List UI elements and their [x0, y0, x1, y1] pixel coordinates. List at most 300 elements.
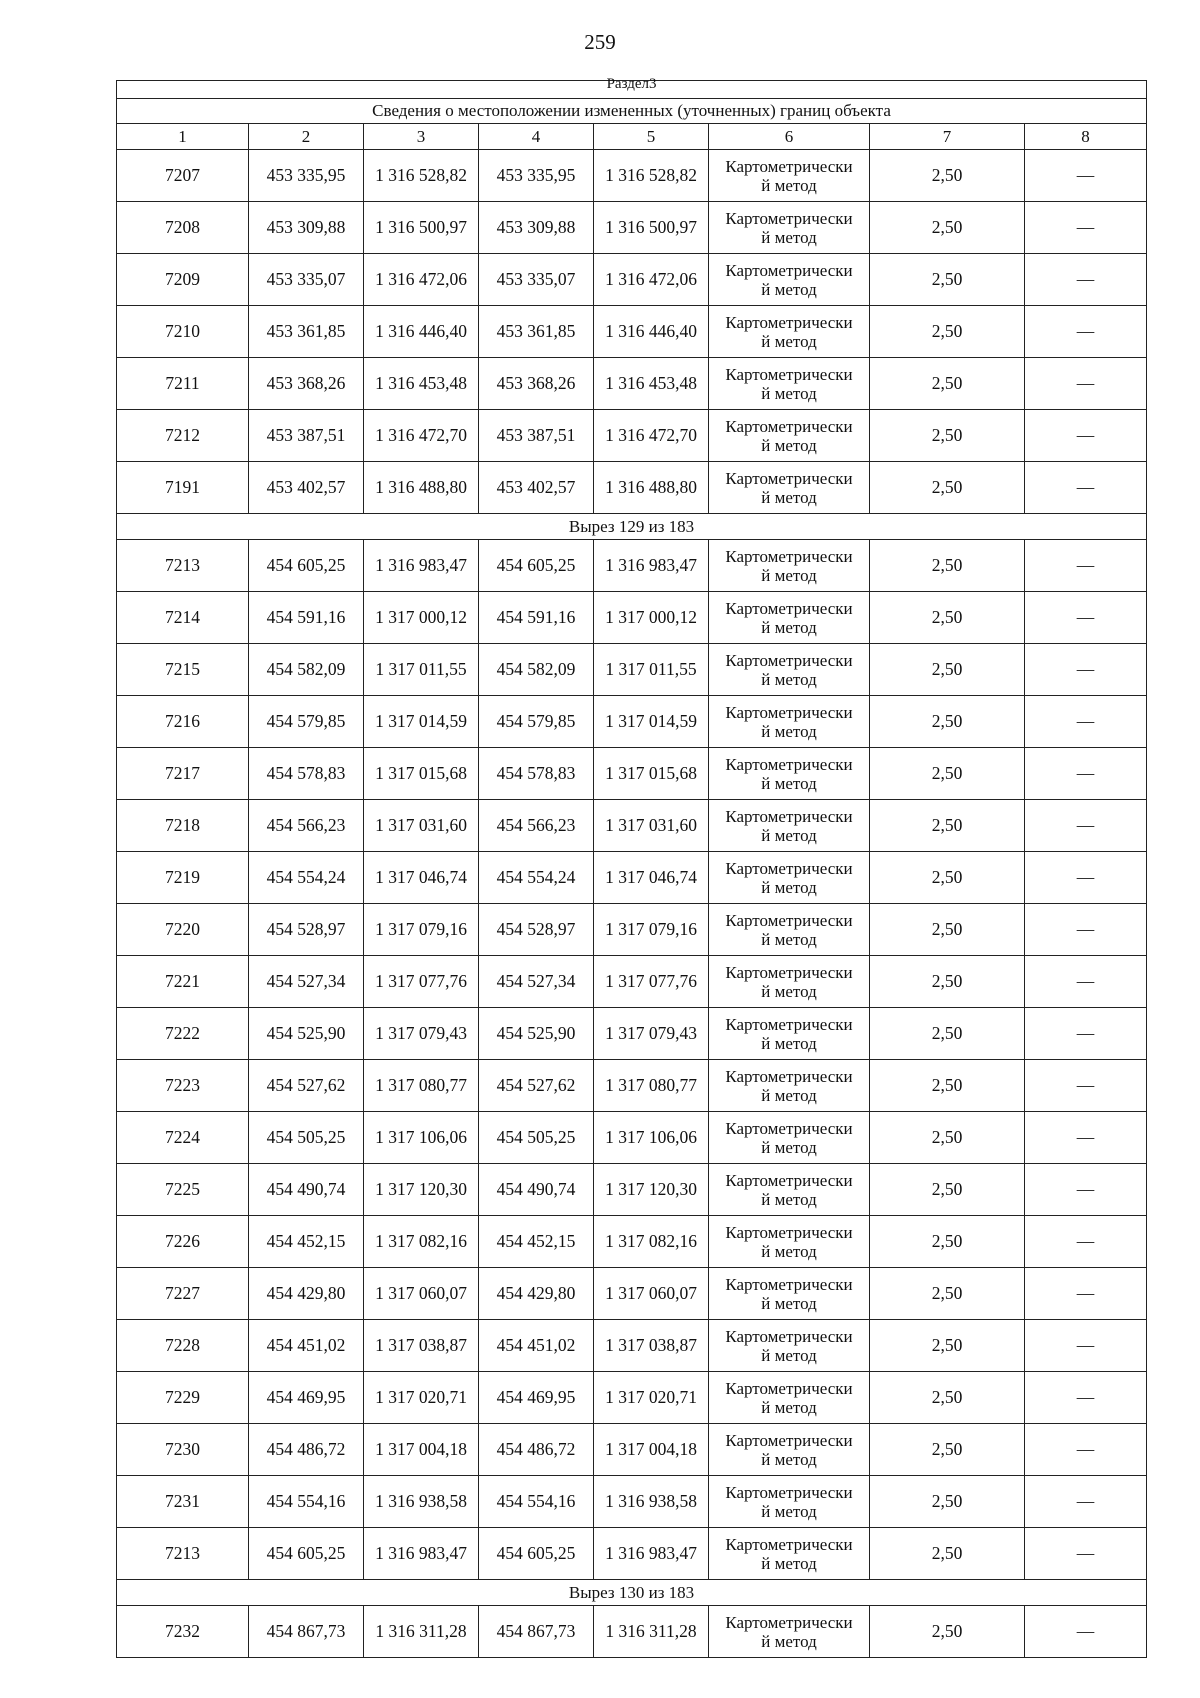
method-cell [709, 748, 870, 800]
point-number-cell: 7231 [117, 1476, 249, 1528]
table-row [117, 1424, 1147, 1476]
x-new-cell: 454 582,09 [479, 644, 594, 696]
x-existing-cell: 453 309,88 [249, 202, 364, 254]
description-cell: — [1025, 202, 1147, 254]
x-existing-cell: 453 402,57 [249, 462, 364, 514]
y-existing-cell: 1 317 060,07 [364, 1268, 479, 1320]
x-existing-cell: 454 451,02 [249, 1320, 364, 1372]
method-line: й метод [761, 670, 817, 689]
y-new-cell: 1 316 983,47 [594, 1528, 709, 1580]
table-row [117, 800, 1147, 852]
x-new-cell: 454 490,74 [479, 1164, 594, 1216]
table-row [117, 1060, 1147, 1112]
method-cell [709, 1112, 870, 1164]
method-line: й метод [761, 1086, 817, 1105]
method-line: Картометрически [725, 469, 853, 488]
table-row [117, 306, 1147, 358]
accuracy-cell: 2,50 [870, 904, 1025, 956]
table-row [117, 150, 1147, 202]
method-line: й метод [761, 384, 817, 403]
y-new-cell: 1 317 020,71 [594, 1372, 709, 1424]
x-existing-cell: 454 429,80 [249, 1268, 364, 1320]
table-row [117, 1372, 1147, 1424]
method-line: Картометрически [725, 1535, 853, 1554]
boundary-coordinates-table [116, 76, 1147, 1658]
y-existing-cell: 1 317 031,60 [364, 800, 479, 852]
table-row [117, 748, 1147, 800]
y-existing-cell: 1 317 080,77 [364, 1060, 479, 1112]
method-cell [709, 956, 870, 1008]
method-line: Картометрически [725, 1171, 853, 1190]
y-new-cell: 1 316 500,97 [594, 202, 709, 254]
accuracy-cell: 2,50 [870, 462, 1025, 514]
table-title: Сведения о местоположении измененных (уточненных) границ объекта [117, 99, 1147, 124]
accuracy-cell: 2,50 [870, 1112, 1025, 1164]
column-header: 1 [117, 124, 249, 150]
y-new-cell: 1 317 079,43 [594, 1008, 709, 1060]
table-row [117, 1320, 1147, 1372]
description-cell: — [1025, 1476, 1147, 1528]
y-new-cell: 1 317 015,68 [594, 748, 709, 800]
x-existing-cell: 453 368,26 [249, 358, 364, 410]
x-new-cell: 454 554,24 [479, 852, 594, 904]
description-cell: — [1025, 800, 1147, 852]
method-line: й метод [761, 930, 817, 949]
description-cell: — [1025, 1424, 1147, 1476]
accuracy-cell: 2,50 [870, 1164, 1025, 1216]
point-number-cell: 7219 [117, 852, 249, 904]
accuracy-cell: 2,50 [870, 540, 1025, 592]
x-new-cell: 454 867,73 [479, 1606, 594, 1658]
accuracy-cell: 2,50 [870, 852, 1025, 904]
description-cell: — [1025, 904, 1147, 956]
method-line: Картометрически [725, 755, 853, 774]
y-existing-cell: 1 316 446,40 [364, 306, 479, 358]
method-line: й метод [761, 228, 817, 247]
x-new-cell: 454 525,90 [479, 1008, 594, 1060]
description-cell: — [1025, 1372, 1147, 1424]
table-row [117, 592, 1147, 644]
y-new-cell: 1 316 488,80 [594, 462, 709, 514]
x-new-cell: 453 335,95 [479, 150, 594, 202]
point-number-cell: 7215 [117, 644, 249, 696]
method-line: й метод [761, 332, 817, 351]
method-line: Картометрически [725, 261, 853, 280]
y-new-cell: 1 316 472,70 [594, 410, 709, 462]
method-line: Картометрически [725, 651, 853, 670]
y-new-cell: 1 317 079,16 [594, 904, 709, 956]
description-cell: — [1025, 254, 1147, 306]
point-number-cell: 7209 [117, 254, 249, 306]
y-existing-cell: 1 317 046,74 [364, 852, 479, 904]
column-header: 6 [709, 124, 870, 150]
method-line: Картометрически [725, 313, 853, 332]
table-row [117, 410, 1147, 462]
method-line: й метод [761, 722, 817, 741]
method-cell [709, 852, 870, 904]
x-new-cell: 454 451,02 [479, 1320, 594, 1372]
table-row [117, 696, 1147, 748]
method-cell [709, 202, 870, 254]
y-existing-cell: 1 317 120,30 [364, 1164, 479, 1216]
method-line: Картометрически [725, 807, 853, 826]
x-existing-cell: 454 486,72 [249, 1424, 364, 1476]
y-existing-cell: 1 317 020,71 [364, 1372, 479, 1424]
method-line: й метод [761, 1502, 817, 1521]
accuracy-cell: 2,50 [870, 1060, 1025, 1112]
column-header: 2 [249, 124, 364, 150]
x-existing-cell: 454 591,16 [249, 592, 364, 644]
method-cell [709, 1268, 870, 1320]
method-line: Картометрически [725, 963, 853, 982]
y-existing-cell: 1 316 472,06 [364, 254, 479, 306]
table-row [117, 1528, 1147, 1580]
x-new-cell: 454 605,25 [479, 1528, 594, 1580]
accuracy-cell: 2,50 [870, 644, 1025, 696]
method-line: й метод [761, 1632, 817, 1651]
y-new-cell: 1 317 077,76 [594, 956, 709, 1008]
method-line: Картометрически [725, 1275, 853, 1294]
table-row [117, 1216, 1147, 1268]
x-new-cell: 454 605,25 [479, 540, 594, 592]
x-new-cell: 454 505,25 [479, 1112, 594, 1164]
y-new-cell: 1 316 528,82 [594, 150, 709, 202]
method-cell [709, 150, 870, 202]
table-row [117, 1606, 1147, 1658]
point-number-cell: 7213 [117, 1528, 249, 1580]
x-new-cell: 453 387,51 [479, 410, 594, 462]
method-line: й метод [761, 488, 817, 507]
method-line: Картометрически [725, 547, 853, 566]
method-line: й метод [761, 566, 817, 585]
accuracy-cell: 2,50 [870, 1268, 1025, 1320]
cutout-label: Вырез 130 из 183 [117, 1580, 1147, 1606]
method-cell [709, 1372, 870, 1424]
description-cell: — [1025, 748, 1147, 800]
method-line: Картометрически [725, 365, 853, 384]
method-cell [709, 462, 870, 514]
x-existing-cell: 454 578,83 [249, 748, 364, 800]
method-line: й метод [761, 774, 817, 793]
x-existing-cell: 454 527,34 [249, 956, 364, 1008]
point-number-cell: 7208 [117, 202, 249, 254]
accuracy-cell: 2,50 [870, 1320, 1025, 1372]
description-cell: — [1025, 696, 1147, 748]
x-existing-cell: 454 554,16 [249, 1476, 364, 1528]
point-number-cell: 7230 [117, 1424, 249, 1476]
y-existing-cell: 1 316 488,80 [364, 462, 479, 514]
table-row [117, 644, 1147, 696]
point-number-cell: 7211 [117, 358, 249, 410]
method-line: Картометрически [725, 1327, 853, 1346]
method-cell [709, 592, 870, 644]
y-existing-cell: 1 316 983,47 [364, 1528, 479, 1580]
description-cell: — [1025, 358, 1147, 410]
point-number-cell: 7207 [117, 150, 249, 202]
method-line: Картометрически [725, 1223, 853, 1242]
method-line: Картометрически [725, 1431, 853, 1450]
accuracy-cell: 2,50 [870, 1476, 1025, 1528]
method-line: й метод [761, 1034, 817, 1053]
x-existing-cell: 454 527,62 [249, 1060, 364, 1112]
method-line: Картометрически [725, 1067, 853, 1086]
description-cell: — [1025, 150, 1147, 202]
description-cell: — [1025, 1606, 1147, 1658]
description-cell: — [1025, 1268, 1147, 1320]
column-header: 5 [594, 124, 709, 150]
column-header: 7 [870, 124, 1025, 150]
y-existing-cell: 1 317 004,18 [364, 1424, 479, 1476]
point-number-cell: 7227 [117, 1268, 249, 1320]
y-existing-cell: 1 317 000,12 [364, 592, 479, 644]
x-new-cell: 454 578,83 [479, 748, 594, 800]
x-new-cell: 454 486,72 [479, 1424, 594, 1476]
method-line: Картометрически [725, 859, 853, 878]
x-existing-cell: 454 605,25 [249, 1528, 364, 1580]
y-new-cell: 1 316 446,40 [594, 306, 709, 358]
cutout-label: Вырез 129 из 183 [117, 514, 1147, 540]
accuracy-cell: 2,50 [870, 358, 1025, 410]
accuracy-cell: 2,50 [870, 1008, 1025, 1060]
y-existing-cell: 1 317 014,59 [364, 696, 479, 748]
y-existing-cell: 1 316 528,82 [364, 150, 479, 202]
y-new-cell: 1 316 938,58 [594, 1476, 709, 1528]
table-row [117, 202, 1147, 254]
description-cell: — [1025, 462, 1147, 514]
y-new-cell: 1 317 082,16 [594, 1216, 709, 1268]
method-line: й метод [761, 176, 817, 195]
method-line: й метод [761, 982, 817, 1001]
x-existing-cell: 453 335,95 [249, 150, 364, 202]
x-new-cell: 453 368,26 [479, 358, 594, 410]
point-number-cell: 7229 [117, 1372, 249, 1424]
method-line: й метод [761, 618, 817, 637]
x-new-cell: 454 528,97 [479, 904, 594, 956]
x-existing-cell: 454 566,23 [249, 800, 364, 852]
accuracy-cell: 2,50 [870, 1424, 1025, 1476]
x-new-cell: 454 452,15 [479, 1216, 594, 1268]
x-new-cell: 453 402,57 [479, 462, 594, 514]
method-line: Картометрически [725, 1613, 853, 1632]
x-new-cell: 454 554,16 [479, 1476, 594, 1528]
point-number-cell: 7221 [117, 956, 249, 1008]
description-cell: — [1025, 1320, 1147, 1372]
method-cell [709, 800, 870, 852]
accuracy-cell: 2,50 [870, 254, 1025, 306]
column-header: 8 [1025, 124, 1147, 150]
description-cell: — [1025, 410, 1147, 462]
accuracy-cell: 2,50 [870, 800, 1025, 852]
y-existing-cell: 1 317 011,55 [364, 644, 479, 696]
point-number-cell: 7216 [117, 696, 249, 748]
method-line: й метод [761, 1450, 817, 1469]
description-cell: — [1025, 852, 1147, 904]
y-existing-cell: 1 317 038,87 [364, 1320, 479, 1372]
y-new-cell: 1 317 031,60 [594, 800, 709, 852]
method-cell [709, 1606, 870, 1658]
table-row [117, 254, 1147, 306]
x-existing-cell: 454 554,24 [249, 852, 364, 904]
point-number-cell: 7228 [117, 1320, 249, 1372]
x-new-cell: 454 591,16 [479, 592, 594, 644]
y-new-cell: 1 317 080,77 [594, 1060, 709, 1112]
point-number-cell: 7212 [117, 410, 249, 462]
accuracy-cell: 2,50 [870, 1372, 1025, 1424]
x-new-cell: 454 527,34 [479, 956, 594, 1008]
cutout-row [117, 1580, 1147, 1606]
point-number-cell: 7217 [117, 748, 249, 800]
y-new-cell: 1 317 000,12 [594, 592, 709, 644]
x-existing-cell: 454 582,09 [249, 644, 364, 696]
y-existing-cell: 1 317 082,16 [364, 1216, 479, 1268]
description-cell: — [1025, 1216, 1147, 1268]
table-row [117, 904, 1147, 956]
accuracy-cell: 2,50 [870, 956, 1025, 1008]
y-new-cell: 1 317 106,06 [594, 1112, 709, 1164]
y-existing-cell: 1 316 453,48 [364, 358, 479, 410]
method-line: Картометрически [725, 1483, 853, 1502]
method-cell [709, 1164, 870, 1216]
column-header: 3 [364, 124, 479, 150]
method-line: й метод [761, 1346, 817, 1365]
method-cell [709, 1216, 870, 1268]
point-number-cell: 7232 [117, 1606, 249, 1658]
method-cell [709, 696, 870, 748]
method-line: й метод [761, 1554, 817, 1573]
description-cell: — [1025, 306, 1147, 358]
accuracy-cell: 2,50 [870, 1606, 1025, 1658]
x-new-cell: 453 361,85 [479, 306, 594, 358]
method-line: й метод [761, 436, 817, 455]
table-row [117, 852, 1147, 904]
accuracy-cell: 2,50 [870, 306, 1025, 358]
accuracy-cell: 2,50 [870, 592, 1025, 644]
x-existing-cell: 453 387,51 [249, 410, 364, 462]
point-number-cell: 7210 [117, 306, 249, 358]
method-line: Картометрически [725, 599, 853, 618]
x-new-cell: 454 566,23 [479, 800, 594, 852]
point-number-cell: 7214 [117, 592, 249, 644]
x-existing-cell: 453 335,07 [249, 254, 364, 306]
section-label: Раздел3 [117, 81, 1147, 99]
method-cell [709, 1008, 870, 1060]
y-existing-cell: 1 317 079,16 [364, 904, 479, 956]
method-cell [709, 1320, 870, 1372]
y-existing-cell: 1 317 077,76 [364, 956, 479, 1008]
y-new-cell: 1 317 004,18 [594, 1424, 709, 1476]
description-cell: — [1025, 1008, 1147, 1060]
y-new-cell: 1 317 011,55 [594, 644, 709, 696]
point-number-cell: 7218 [117, 800, 249, 852]
table-row [117, 956, 1147, 1008]
y-existing-cell: 1 316 983,47 [364, 540, 479, 592]
x-existing-cell: 454 452,15 [249, 1216, 364, 1268]
method-cell [709, 1060, 870, 1112]
description-cell: — [1025, 592, 1147, 644]
y-existing-cell: 1 317 015,68 [364, 748, 479, 800]
table-row [117, 358, 1147, 410]
x-new-cell: 453 309,88 [479, 202, 594, 254]
table-row [117, 1112, 1147, 1164]
description-cell: — [1025, 956, 1147, 1008]
description-cell: — [1025, 1112, 1147, 1164]
y-existing-cell: 1 316 500,97 [364, 202, 479, 254]
point-number-cell: 7224 [117, 1112, 249, 1164]
method-line: й метод [761, 1242, 817, 1261]
y-existing-cell: 1 316 472,70 [364, 410, 479, 462]
point-number-cell: 7191 [117, 462, 249, 514]
method-line: Картометрически [725, 1015, 853, 1034]
method-cell [709, 644, 870, 696]
description-cell: — [1025, 1164, 1147, 1216]
x-existing-cell: 454 605,25 [249, 540, 364, 592]
accuracy-cell: 2,50 [870, 1528, 1025, 1580]
point-number-cell: 7225 [117, 1164, 249, 1216]
x-existing-cell: 454 525,90 [249, 1008, 364, 1060]
description-cell: — [1025, 540, 1147, 592]
table-row [117, 540, 1147, 592]
method-cell [709, 410, 870, 462]
method-line: й метод [761, 826, 817, 845]
y-new-cell: 1 317 120,30 [594, 1164, 709, 1216]
page-number: 259 [584, 30, 616, 54]
accuracy-cell: 2,50 [870, 696, 1025, 748]
method-cell [709, 254, 870, 306]
method-cell [709, 358, 870, 410]
table-body [117, 150, 1147, 1658]
y-new-cell: 1 317 014,59 [594, 696, 709, 748]
method-cell [709, 1476, 870, 1528]
description-cell: — [1025, 1528, 1147, 1580]
x-existing-cell: 454 528,97 [249, 904, 364, 956]
point-number-cell: 7223 [117, 1060, 249, 1112]
table-row [117, 1476, 1147, 1528]
y-existing-cell: 1 317 106,06 [364, 1112, 479, 1164]
point-number-cell: 7220 [117, 904, 249, 956]
x-new-cell: 454 429,80 [479, 1268, 594, 1320]
x-existing-cell: 454 490,74 [249, 1164, 364, 1216]
y-new-cell: 1 317 046,74 [594, 852, 709, 904]
method-line: Картометрически [725, 209, 853, 228]
method-line: Картометрически [725, 1119, 853, 1138]
x-existing-cell: 453 361,85 [249, 306, 364, 358]
y-existing-cell: 1 316 938,58 [364, 1476, 479, 1528]
x-existing-cell: 454 867,73 [249, 1606, 364, 1658]
y-existing-cell: 1 317 079,43 [364, 1008, 479, 1060]
y-new-cell: 1 317 038,87 [594, 1320, 709, 1372]
method-line: Картометрически [725, 157, 853, 176]
accuracy-cell: 2,50 [870, 410, 1025, 462]
method-line: й метод [761, 1294, 817, 1313]
x-new-cell: 453 335,07 [479, 254, 594, 306]
point-number-cell: 7226 [117, 1216, 249, 1268]
point-number-cell: 7213 [117, 540, 249, 592]
y-new-cell: 1 316 311,28 [594, 1606, 709, 1658]
y-new-cell: 1 316 983,47 [594, 540, 709, 592]
column-header: 4 [479, 124, 594, 150]
x-new-cell: 454 527,62 [479, 1060, 594, 1112]
table-row [117, 1268, 1147, 1320]
method-line: Картометрически [725, 417, 853, 436]
accuracy-cell: 2,50 [870, 748, 1025, 800]
description-cell: — [1025, 644, 1147, 696]
x-existing-cell: 454 579,85 [249, 696, 364, 748]
x-existing-cell: 454 469,95 [249, 1372, 364, 1424]
method-line: й метод [761, 1398, 817, 1417]
y-existing-cell: 1 316 311,28 [364, 1606, 479, 1658]
x-existing-cell: 454 505,25 [249, 1112, 364, 1164]
method-cell [709, 1528, 870, 1580]
